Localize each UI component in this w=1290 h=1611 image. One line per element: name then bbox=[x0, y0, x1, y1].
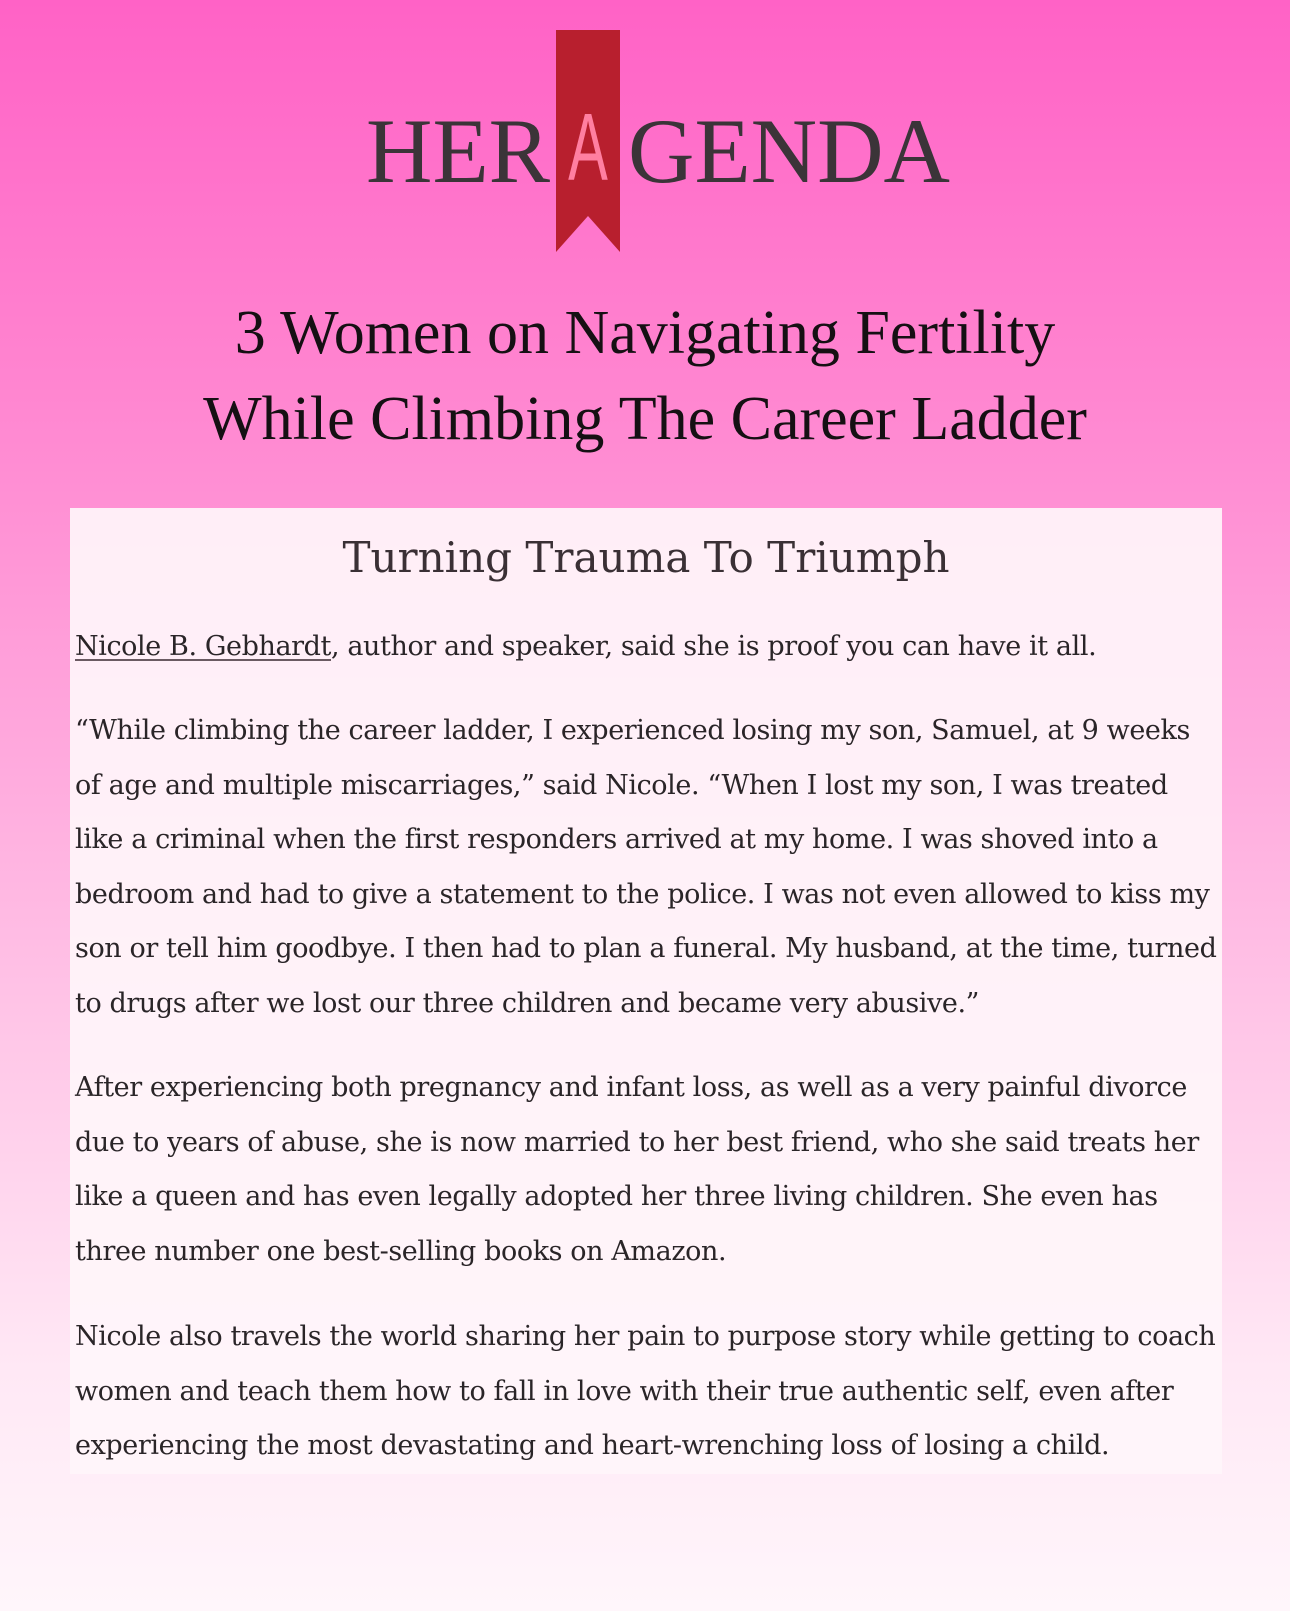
article-title: Turning Trauma To Triumph bbox=[342, 533, 950, 582]
logo-ribbon-letter: A bbox=[568, 94, 608, 201]
article-card bbox=[70, 508, 1222, 1474]
article-paragraph-quote: “While climbing the career ladder, I experienced losing my son, Samuel, at 9 weeks of age and multiple miscarriages,” said Nicole. “When I lost my son, I was treated like a criminal when the first responders arrived at my home. I was shoved into a bedroom and had to give a statement to the police. I was not even allowed to kiss my son or tell him goodbye. I then had to plan a funeral. My husband, at the time, turned to drugs after we lost our three children and became very abusive.” bbox=[75, 715, 1217, 1019]
intro-text: , author and speaker, said she is proof you can have it all. bbox=[331, 631, 1097, 662]
headline-line-1: 3 Women on Navigating Fertility bbox=[234, 299, 1056, 367]
author-link[interactable]: Nicole B. Gebhardt bbox=[75, 631, 331, 662]
article-paragraph-intro bbox=[75, 620, 1220, 675]
page-headline bbox=[60, 290, 1230, 462]
logo-text-her: HER bbox=[366, 100, 550, 202]
headline-line-2: While Climbing The Career Ladder bbox=[203, 385, 1087, 453]
article-paragraph-after-loss: After experiencing both pregnancy and infant loss, as well as a very painful divorce due to years of abuse, she is now married to her best friend, who she said treats her like a queen and has even legally adopted her three living children. She even has three number one best-selling books on Amazon. bbox=[75, 1072, 1199, 1267]
article-paragraph-coaching: Nicole also travels the world sharing her pain to purpose story while getting to coach women and teach them how to fall in love with their true authentic self, even after experiencing the most devastating and heart-wrenching loss of losing a child. bbox=[75, 1321, 1216, 1461]
her-agenda-logo bbox=[366, 30, 950, 260]
logo-text-genda: GENDA bbox=[628, 100, 950, 202]
